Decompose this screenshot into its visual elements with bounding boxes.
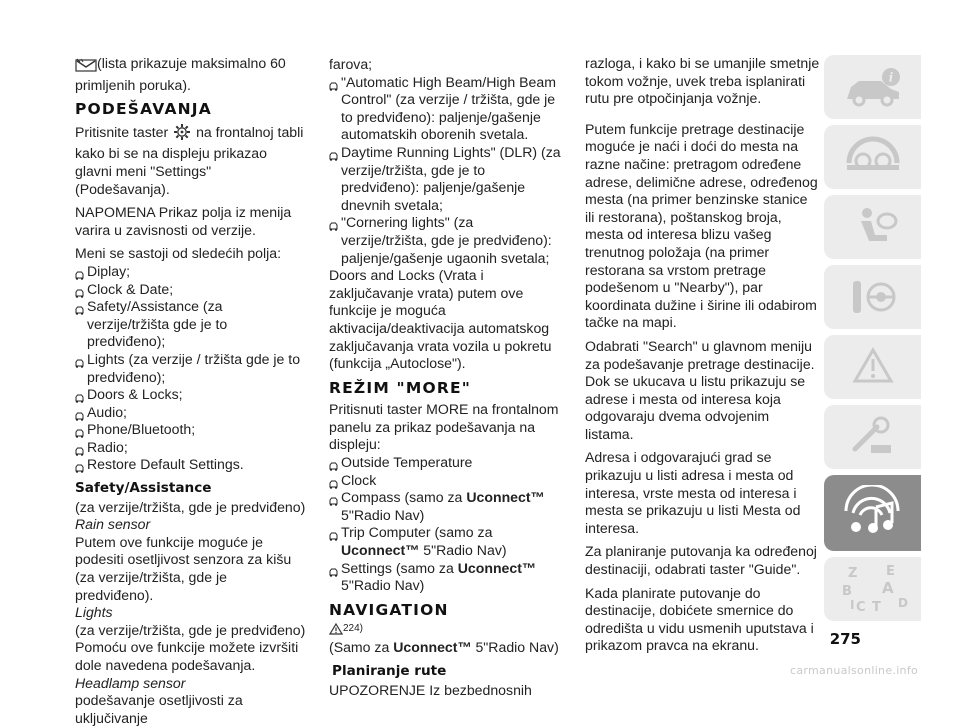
svg-text:D: D: [897, 596, 908, 610]
list-item: Radio;: [75, 439, 307, 457]
lights-text: Pomoću ove funkcije možete izvršiti dole navedena podešavanja.: [75, 639, 299, 673]
lights-title: Lights: [75, 604, 113, 621]
headlamp-title: Headlamp sensor: [75, 674, 186, 691]
bullet-icon: [75, 302, 84, 311]
list-item: Daytime Running Lights" (DLR) (za verzije/tržišta, gde je to predviđeno): paljenje/gašenje dnevnih svetala;: [329, 144, 561, 214]
list-item: Trip Computer (samo za Uconnect™ 5"Radio Nav): [329, 524, 561, 559]
list-item: Restore Default Settings.: [75, 456, 307, 474]
headlamp-text: podešavanje osetljivosti za uključivanje: [75, 692, 243, 726]
bullet-icon: [75, 355, 84, 364]
list-item: Outside Temperature: [329, 454, 561, 472]
list-item: Safety/Assistance (za verzije/tržišta gde je to predviđeno);: [75, 298, 307, 351]
list-item: Compass (samo za Uconnect™ 5"Radio Nav): [329, 489, 561, 524]
list-item: "Cornering lights" (za verzije/tržišta, gde je predviđeno): paljenje/gašenje ugaonih svetala;: [329, 214, 561, 267]
svg-text:A: A: [881, 579, 894, 597]
doors-text: Doors and Locks (Vrata i zaključavanje vrata) putem ove funkcije je moguća aktivacija/deaktivacija automatskog zaključavanja vrata vozila u pokretu (funkcija „Autoclose").: [329, 267, 552, 372]
bullet-icon: [329, 493, 338, 502]
rain-sensor-text: Putem ove funkcije moguće je podesiti osetljivost senzora za kišu (za verzije/tržišta, gde je predviđeno).: [75, 533, 292, 603]
tab-multimedia[interactable]: [824, 475, 921, 551]
paragraph: Kada planirate putovanje do destinacije, dobićete smernice do odredišta u vidu usmenih uputstava i prikazom pravca na ekranu.: [585, 584, 814, 654]
bullet-icon: [75, 267, 84, 276]
list-item: Diplay;: [75, 263, 307, 281]
column-3: [585, 55, 820, 655]
paragraph: Adresa i odgovarajući grad se prikazuju u listi adresa i mesta od interesa, vrste mesta od interesa i mesta se prikazuju u listi Mesta od interesa.: [585, 449, 801, 536]
tab-info[interactable]: [824, 55, 921, 119]
paragraph: Putem funkcije pretrage destinacije moguće je naći i doći do mesta na razne načine: pretragom određene adrese, delimične adrese, određenog mesta (na primer benzinske stanice ili restorana), poštanskog broja, mesta od interesa blizu vašeg trenutnog položaja (na primer restorana sa vrstom pretrage podešenom u "Nearby"), par koordinata dužine i širine ili odabirom tačke na mapi.: [585, 120, 818, 331]
list-item: Clock: [329, 472, 561, 490]
key-icon: [841, 275, 905, 319]
subheading-safety: Safety/Assistance: [75, 480, 212, 497]
bullet-icon: [329, 148, 338, 157]
more-text: Pritisnuti taster MORE na frontalnom panelu za prikaz podešavanja na displeju:: [329, 401, 559, 453]
paragraph: Za planiranje putovanja ka određenoj destinaciji, odabrati taster "Guide".: [585, 543, 817, 578]
svg-text:Z: Z: [847, 566, 857, 581]
menu-list: [75, 263, 307, 474]
lights-note: (za verzije/tržišta, gde je predviđeno): [75, 621, 306, 638]
page-number: 275: [829, 630, 861, 648]
wrench-icon: [841, 415, 905, 459]
list-item: Lights (za verzije / tržišta gde je to predviđeno);: [75, 351, 307, 386]
bullet-icon: [75, 460, 84, 469]
bullet-icon: [329, 458, 338, 467]
warning-triangle-icon: [329, 623, 343, 639]
bullet-icon: [75, 390, 84, 399]
settings-intro: Pritisnite taster na frontalnoj tabli kako bi se na displeju prikazao glavni meni "Settings" (Podešavanja).: [75, 123, 304, 197]
warning-ref: 224): [329, 623, 561, 639]
tab-warning[interactable]: [824, 335, 921, 399]
continuation-text: farova;: [329, 56, 373, 72]
paragraph: Odabrati "Search" u glavnom meniju za podešavanje pretrage destinacije. Dok se ukucava u listu prikazuju se adrese i mesta od interesa koja odgovaraju dvema odvojenim listama.: [585, 337, 815, 442]
svg-text:E: E: [885, 564, 895, 579]
list-item: Clock & Date;: [75, 281, 307, 299]
lights-list: [329, 74, 561, 268]
svg-text:i: i: [888, 70, 893, 85]
list-item: Phone/Bluetooth;: [75, 421, 307, 439]
multimedia-icon: [838, 485, 908, 541]
alphabet-index-icon: [838, 563, 908, 615]
warning-text: UPOZORENJE Iz bezbednosnih: [329, 681, 532, 698]
message-icon: [75, 58, 97, 77]
bullet-icon: [329, 218, 338, 227]
list-item: "Automatic High Beam/High Beam Control" (za verzije / tržišta, gde je to predviđeno): paljenje/gašenje automatskih oborenih svetala.: [329, 74, 561, 144]
car-info-icon: [841, 65, 905, 109]
tab-emergency[interactable]: [824, 405, 921, 469]
nav-availability: (Samo za Uconnect™ 5"Radio Nav): [329, 639, 559, 656]
tab-index[interactable]: [824, 557, 921, 621]
seat-airbag-icon: [841, 205, 905, 249]
heading-more: REŽIM "MORE": [329, 378, 472, 397]
dashboard-icon: [841, 135, 905, 179]
section-tabs: [824, 55, 921, 627]
svg-text:C: C: [855, 600, 866, 615]
bullet-icon: [75, 425, 84, 434]
list-item: Settings (samo za Uconnect™ 5"Radio Nav): [329, 560, 561, 595]
heading-navigation: NAVIGATION: [329, 600, 449, 619]
svg-text:T: T: [871, 600, 881, 615]
bullet-icon: [75, 443, 84, 452]
subheading-planning: Planiranje rute: [332, 663, 447, 679]
bullet-icon: [329, 78, 338, 87]
svg-text:B: B: [841, 584, 852, 599]
tab-safety[interactable]: [824, 195, 921, 259]
bullet-icon: [75, 408, 84, 417]
watermark: carmanualsonline.info: [790, 664, 919, 677]
list-item: Doors & Locks;: [75, 386, 307, 404]
column-2: [329, 56, 561, 699]
rain-sensor-title: Rain sensor: [75, 516, 151, 533]
paragraph: razloga, i kako bi se umanjile smetnje tokom vožnje, uvek treba isplanirati rutu pre otpočinjanja vožnje.: [585, 55, 820, 107]
bullet-icon: [329, 564, 338, 573]
bullet-icon: [329, 528, 338, 537]
column-1: [75, 55, 307, 727]
warning-light-icon: [841, 345, 905, 389]
tab-dashboard[interactable]: [824, 125, 921, 189]
bullet-icon: [329, 476, 338, 485]
note-text: NAPOMENA Prikaz polja iz menija varira u zavisnosti od verzije.: [75, 204, 292, 238]
list-item: Audio;: [75, 404, 307, 422]
heading-settings: PODEŠAVANJA: [75, 100, 212, 119]
svg-text:I: I: [849, 598, 854, 612]
menu-intro: Meni se sastoji od sledećih polja:: [75, 245, 282, 262]
safety-note: (za verzije/tržišta, gde je predviđeno): [75, 498, 306, 515]
tab-starting[interactable]: [824, 265, 921, 329]
gear-icon: [172, 123, 192, 146]
intro-text: (lista prikazuje maksimalno 60 primljenih poruka).: [75, 55, 286, 93]
bullet-icon: [75, 285, 84, 294]
